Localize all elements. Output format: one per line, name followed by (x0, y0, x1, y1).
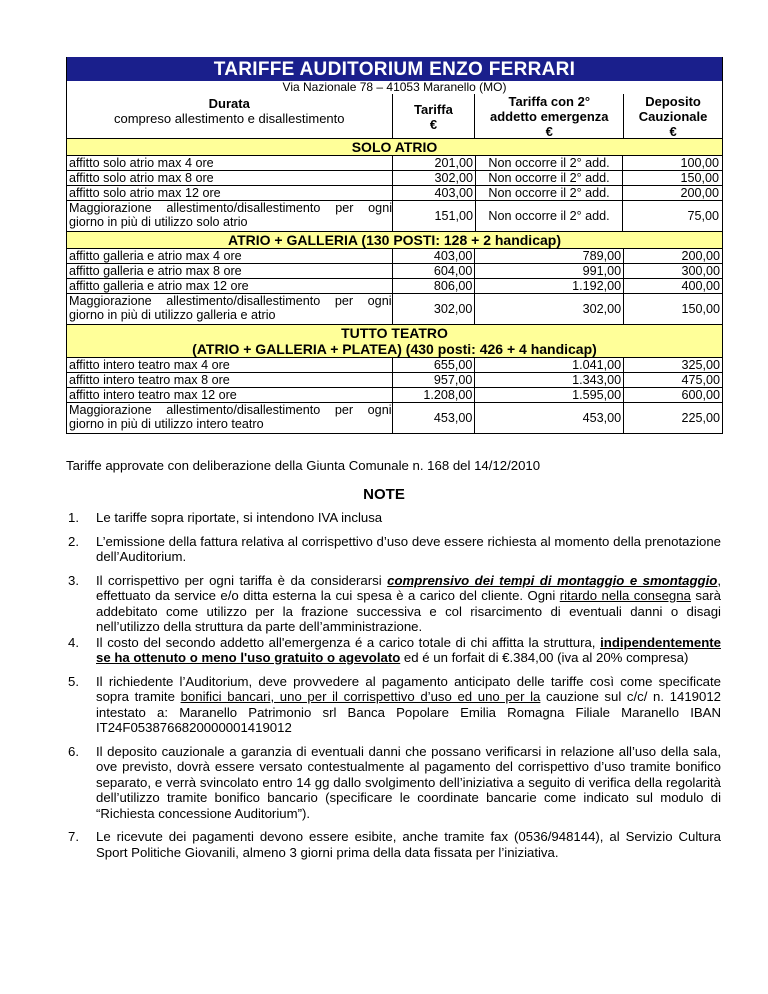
note-underline: ritardo nella consegna (559, 588, 691, 603)
header-durata (67, 94, 392, 138)
note-text: Le tariffe sopra riportate, si intendono IVA inclusa (96, 510, 383, 525)
row-tariffa2: 1.041,00 (474, 358, 623, 372)
row-label: Maggiorazione allestimento/disallestimento per ogni giorno in più di utilizzo intero teatro (69, 403, 392, 431)
note-number: 1. (68, 510, 79, 525)
row-deposito: 325,00 (623, 358, 722, 372)
note-text (96, 635, 721, 666)
notes-title: NOTE (363, 486, 405, 503)
row-label: affitto intero teatro max 8 ore (69, 373, 230, 387)
table-row (67, 294, 722, 324)
row-tariffa2: Non occorre il 2° add. (475, 171, 622, 185)
row-label: affitto intero teatro max 12 ore (69, 388, 237, 402)
table-row (67, 249, 722, 264)
note-number: 7. (68, 829, 79, 844)
row-tariffa2: 789,00 (474, 249, 623, 263)
approval-note: Tariffe approvate con deliberazione della Giunta Comunale n. 168 del 14/12/2010 (66, 458, 541, 473)
row-tariffa: 302,00 (392, 294, 475, 324)
row-tariffa: 151,00 (392, 201, 475, 231)
row-tariffa2: Non occorre il 2° add. (475, 186, 622, 200)
row-deposito: 225,00 (623, 403, 722, 433)
note-text-part: ed é un forfait di €.384,00 (iva al 20% compresa) (400, 650, 689, 665)
table-row (67, 279, 722, 294)
table-row (67, 403, 722, 434)
note-text-part: Il richiedente l’Auditorium, deve provvedere al pagamento anticipato delle tariffe così come specificate sopra tramite (96, 673, 721, 704)
note-text: Le ricevute dei pagamenti devono essere esibite, anche tramite fax (0536/948144), al Servizio Cultura Sport Politiche Giovanili, almeno 3 giorni prima della data fissata per l’iniziativa. (96, 829, 721, 860)
address: Via Nazionale 78 – 41053 Maranello (MO) (282, 80, 507, 94)
table-row (67, 186, 722, 201)
row-tariffa2: 1.595,00 (474, 388, 623, 402)
table-row (67, 388, 722, 403)
row-label: affitto galleria e atrio max 4 ore (69, 249, 242, 263)
row-label: affitto galleria e atrio max 12 ore (69, 279, 249, 293)
row-label: Maggiorazione allestimento/disallestimento per ogni giorno in più di utilizzo solo atrio (69, 201, 392, 229)
row-deposito: 200,00 (622, 186, 721, 200)
note-text-part: sarà addebitato come utilizzo per la frazione successiva e col risarcimento di eventuali danni o disagi nell’utilizzo della struttura da parte dell’amministrazione. (96, 588, 721, 634)
note-text-part: , effettuato da service e/o ditta esterna la cui spesa è a carico del cliente. Ogni (96, 572, 722, 603)
row-deposito: 600,00 (623, 388, 722, 402)
row-tariffa: 655,00 (392, 358, 475, 372)
table-row (67, 171, 722, 186)
note-emphasis: indipendentemente se ha ottenuto o meno l'uso gratuito o agevolato (96, 634, 721, 665)
tariff-table (66, 57, 723, 434)
row-tariffa2: 302,00 (474, 294, 623, 324)
row-deposito: 150,00 (622, 171, 721, 185)
row-tariffa2: Non occorre il 2° add. (475, 156, 622, 170)
row-tariffa: 1.208,00 (392, 388, 475, 402)
row-label: affitto solo atrio max 8 ore (69, 171, 214, 185)
table-header (67, 94, 722, 139)
note-number: 2. (68, 533, 79, 549)
row-deposito: 475,00 (623, 373, 722, 387)
row-tariffa2: Non occorre il 2° add. (475, 201, 622, 231)
row-tariffa: 201,00 (392, 156, 475, 170)
table-row (67, 264, 722, 279)
note-number: 6. (68, 743, 79, 759)
note-text: L’emissione della fattura relativa al corrispettivo d’uso deve essere richiesta al momento della prenotazione dell’Auditorium. (96, 533, 721, 564)
page-title: TARIFFE AUDITORIUM ENZO FERRARI (67, 57, 722, 81)
row-tariffa: 403,00 (392, 186, 475, 200)
notes-list (66, 510, 721, 868)
row-tariffa: 403,00 (392, 249, 475, 263)
row-label: affitto solo atrio max 12 ore (69, 186, 221, 200)
header-deposito-line2: Cauzionale (638, 109, 708, 124)
header-tariffa2 (474, 94, 623, 138)
row-tariffa2: 1.192,00 (474, 279, 623, 293)
table-row (67, 201, 722, 231)
row-label: affitto solo atrio max 4 ore (69, 156, 214, 170)
section-title-tutto-teatro (67, 324, 722, 358)
row-label: Maggiorazione allestimento/disallestimento per ogni giorno in più di utilizzo galleria e atrio (69, 294, 392, 322)
list-item (66, 534, 721, 565)
row-deposito: 400,00 (623, 279, 722, 293)
list-item (66, 829, 721, 860)
row-deposito: 150,00 (623, 294, 722, 324)
section-title-line1: TUTTO TEATRO (341, 325, 448, 341)
note-text (96, 573, 721, 635)
row-tariffa2: 1.343,00 (474, 373, 623, 387)
header-deposito-line1: Deposito (645, 94, 701, 109)
header-tariffa (392, 94, 475, 138)
header-tariffa2-line1: Tariffa con 2° (508, 94, 591, 109)
header-durata-sub: compreso allestimento e disallestimento (114, 111, 345, 126)
note-number: 5. (68, 673, 79, 689)
note-number: 3. (68, 572, 79, 588)
row-deposito: 300,00 (623, 264, 722, 278)
header-tariffa-label: Tariffa (414, 102, 453, 117)
note-text-part: cauzione sul c/c/ n. 1419012 intestato a: Maranello Patrimonio srl Banca Popolare Emilia Romagna Filiale Maranello IBAN IT24F0538766820000001419012 (96, 689, 722, 735)
note-number: 4. (68, 634, 79, 650)
list-item (66, 674, 721, 736)
row-tariffa: 604,00 (392, 264, 475, 278)
header-tariffa-unit: € (429, 117, 438, 132)
header-deposito (623, 94, 722, 138)
row-tariffa2: 991,00 (474, 264, 623, 278)
section-title-solo-atrio: SOLO ATRIO (67, 139, 722, 156)
row-tariffa: 957,00 (392, 373, 475, 387)
row-deposito: 100,00 (622, 156, 721, 170)
table-row (67, 358, 722, 373)
table-row (67, 156, 722, 171)
header-tariffa2-unit: € (545, 124, 553, 139)
row-deposito: 200,00 (623, 249, 722, 263)
row-tariffa: 302,00 (392, 171, 475, 185)
note-text: Il deposito cauzionale a garanzia di eventuali danni che possano verificarsi in relazione all’uso della sala, ove previsto, dovrà essere versato contestualmente al pagamento del corrispettivo d’uso tramite bonifico separato, e verrà svincolato entro 14 gg dallo svolgimento dell’iniziativa a seguito di verifica della regolarità dell’utilizzo tramite bonifico bancario (specificare le coordinate bancarie come indicato sul modulo di “Richiesta concessione Auditorium”). (96, 743, 721, 821)
list-item (66, 744, 721, 822)
note-text-part: Il costo del secondo addetto all'emergenza é a carico totale di chi affitta la struttura, (96, 634, 601, 650)
note-text (96, 674, 721, 736)
note-underline: bonifici bancari, uno per il corrispettivo d’uso ed uno per la (180, 689, 541, 704)
list-item (66, 510, 721, 526)
row-tariffa: 453,00 (392, 403, 475, 433)
table-row (67, 373, 722, 388)
row-label: affitto intero teatro max 4 ore (69, 358, 230, 372)
header-durata-label: Durata (208, 96, 250, 111)
section-title-atrio-galleria: ATRIO + GALLERIA (130 POSTI: 128 + 2 handicap) (67, 231, 722, 249)
row-tariffa2: 453,00 (474, 403, 623, 433)
list-item (66, 573, 721, 635)
row-deposito: 75,00 (622, 201, 721, 231)
header-tariffa2-line2: addetto emergenza (490, 109, 609, 124)
note-emphasis: comprensivo dei tempi di montaggio e smontaggio (387, 572, 718, 588)
section-title-line2: (ATRIO + GALLERIA + PLATEA) (430 posti: 426 + 4 handicap) (192, 341, 597, 357)
list-item (66, 635, 721, 666)
row-label: affitto galleria e atrio max 8 ore (69, 264, 242, 278)
note-text-part: Il corrispettivo per ogni tariffa è da considerarsi (96, 572, 388, 588)
row-tariffa: 806,00 (392, 279, 475, 293)
header-deposito-unit: € (669, 124, 677, 139)
